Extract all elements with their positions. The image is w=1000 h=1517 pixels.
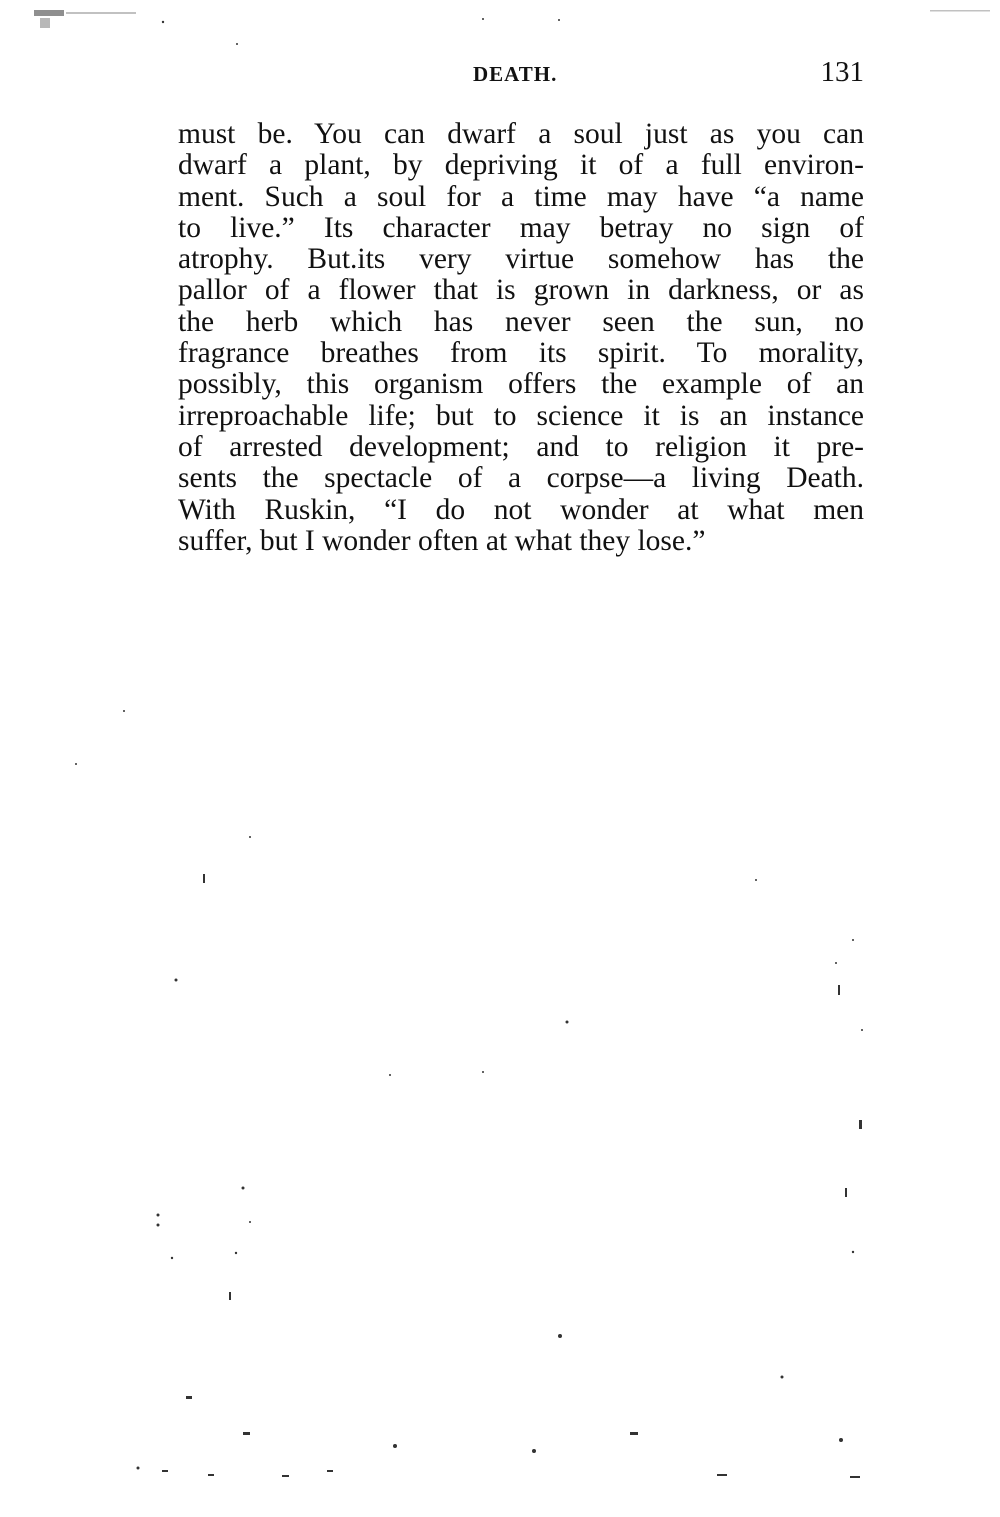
text-line: to live.” Its character may betray no sign of	[178, 211, 864, 244]
text-line: atrophy. But.its very virtue somehow has the	[178, 243, 864, 276]
text-line: must be. You can dwarf a soul just as you can	[178, 118, 864, 150]
text-line: pallor of a flower that is grown in darkness, or as	[178, 274, 864, 307]
page-number: 131	[820, 56, 864, 88]
text-line: possibly, this organism offers the example of an	[178, 368, 864, 401]
running-head	[178, 56, 864, 90]
running-title: DEATH.	[473, 62, 558, 86]
text-line: dwarf a plant, by depriving it of a full environ-	[178, 149, 864, 182]
text-line: suffer, but I wonder often at what they lose.”	[178, 524, 706, 557]
text-line: sents the spectacle of a corpse—a living Death.	[178, 462, 864, 495]
body-paragraph	[178, 119, 864, 557]
text-line: the herb which has never seen the sun, no	[178, 305, 864, 338]
text-line: With Ruskin, “I do not wonder at what men	[178, 493, 864, 526]
text-line: of arrested development; and to religion it pre-	[178, 430, 864, 463]
text-line: fragrance breathes from its spirit. To morality,	[178, 337, 864, 370]
text-line: irreproachable life; but to science it is an instance	[178, 399, 864, 432]
text-line: ment. Such a soul for a time may have “a name	[178, 180, 864, 213]
